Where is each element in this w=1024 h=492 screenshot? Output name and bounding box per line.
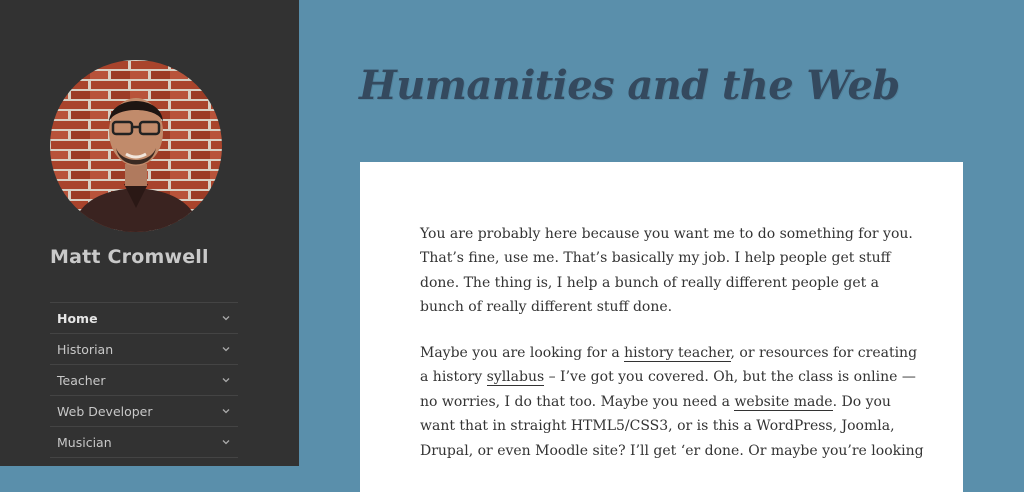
text-line: want that in straight HTML5/CSS3, or is this a WordPress, Joomla, xyxy=(420,418,895,435)
history-teacher-link[interactable]: history teacher xyxy=(624,345,731,361)
text-line xyxy=(420,341,918,365)
text-fragment: – I’ve got you covered. Oh, but the class is online — xyxy=(544,369,916,386)
text-line: done. The thing is, I help a bunch of really different people get a xyxy=(420,274,880,291)
text-line: Drupal, or even Moodle site? I’ll get ‘er done. Or maybe you’re looking xyxy=(420,442,924,459)
page-title[interactable]: Humanities and the Web xyxy=(359,62,900,109)
nav-item-label: Web Developer xyxy=(57,404,153,419)
nav-item-label: Historian xyxy=(57,342,114,357)
nav-item-label: Home xyxy=(57,311,98,326)
text-fragment: a history xyxy=(420,369,487,386)
main-nav xyxy=(50,302,238,458)
text-line: That’s fine, use me. That’s basically my job. I help people get stuff xyxy=(420,250,891,267)
nav-item-musician[interactable] xyxy=(50,427,238,458)
nav-item-home[interactable] xyxy=(50,303,238,334)
syllabus-link[interactable]: syllabus xyxy=(486,369,545,386)
chevron-down-icon[interactable] xyxy=(221,437,231,447)
text-fragment: , or resources for creating xyxy=(730,345,918,361)
sidebar xyxy=(0,0,299,466)
services-paragraph xyxy=(420,341,924,463)
nav-item-label: Musician xyxy=(57,435,112,450)
nav-item-historian[interactable] xyxy=(50,334,238,365)
chevron-down-icon[interactable] xyxy=(221,313,231,323)
text-fragment: Maybe you are looking for a xyxy=(420,345,625,361)
text-line xyxy=(420,365,916,389)
chevron-down-icon[interactable] xyxy=(221,344,231,354)
website-made-link[interactable]: website made xyxy=(734,393,833,410)
nav-item-web-developer[interactable] xyxy=(50,396,238,427)
chevron-down-icon[interactable] xyxy=(221,406,231,416)
site-name[interactable]: Matt Cromwell xyxy=(50,246,209,268)
text-line: You are probably here because you want me to do something for you. xyxy=(420,226,913,242)
chevron-down-icon[interactable] xyxy=(221,375,231,385)
text-line xyxy=(420,390,910,414)
nav-item-label: Teacher xyxy=(57,373,106,388)
nav-item-teacher[interactable] xyxy=(50,365,238,396)
text-fragment: . Do you xyxy=(832,393,891,410)
avatar xyxy=(50,60,222,232)
article-card xyxy=(360,162,963,492)
text-fragment: no worries, I do that too. Maybe you need a xyxy=(420,393,735,410)
intro-paragraph xyxy=(420,222,913,320)
text-line: bunch of really different stuff done. xyxy=(420,299,673,316)
